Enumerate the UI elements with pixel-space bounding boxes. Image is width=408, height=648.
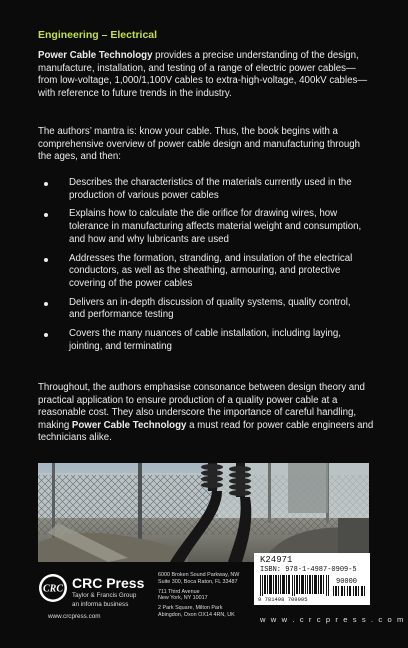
list-item [38,253,368,291]
bullet-icon [44,333,48,337]
product-code: K24971 [260,555,293,565]
logo-text: CRC [42,583,64,595]
bullet-icon [44,213,48,217]
mantra-paragraph: The authors’ mantra is: know your cable. Thus, the book begins with a comprehensive overview of power cable design and manufacturing through the ages, and then: [38,126,361,163]
closing-paragraph [38,382,374,445]
book-title-bold: Power Cable Technology [38,50,153,61]
list-item-text: Explains how to calculate the die orifice for drawing wires, how tolerance in manufacturing affects material weight and consumption, and how and why lubricants are used [69,208,362,245]
website-url: w w w . c r c p r e s s . c o m [260,615,405,624]
price-code: 90000 [336,578,358,586]
publisher-web: www.crcpress.com [48,613,101,620]
crc-press-logo [38,572,68,612]
publisher-addresses [158,572,239,619]
list-item-text: Addresses the formation, stranding, and insulation of the electrical conductors, as well as the sheathing, armouring, and protective covering of the power cables [69,252,353,289]
address-line: Suite 300, Boca Raton, FL 33487 [158,578,238,585]
feature-list [38,177,368,360]
publisher-name: CRC Press [72,575,145,591]
bullet-icon [44,302,48,306]
list-item [38,297,368,322]
address-line: Abingdon, Oxon OX14 4RN, UK [158,611,235,618]
photo-illustration [38,463,369,562]
bullet-icon [44,182,48,186]
isbn-number: ISBN: 978-1-4987-0909-5 [260,566,357,574]
closing-text-after: a must read for power cable engineers and technicians alike. [38,419,374,444]
list-item [38,208,368,246]
cable-installation-photo [38,463,369,562]
barcode-digits: 9 781498 709095 [258,596,308,603]
intro-text: provides a precise understanding of the design, manufacture, installation, and testing of a range of electric power cables—from low-voltage, 1,000/1,100V cables to extra-high-voltage, 400kV cables—with reference to future trends in the industry. [38,50,368,99]
intro-paragraph [38,50,374,100]
addon-barcode-icon [333,586,366,596]
address-line: 2 Park Square, Milton Park [158,605,223,612]
isbn-barcode-box [254,553,370,605]
list-item [38,328,368,353]
address-line: 711 Third Avenue [158,588,200,595]
closing-text-before: Throughout, the authors emphasise consonance between design theory and practical application to ensure production of a quality power cable at a reasonable cost. They also underscore the importance of careful handling, making [38,382,365,431]
list-item-text: Covers the many nuances of cable installation, including laying, jointing, and terminating [69,328,341,352]
list-item-text: Delivers an in-depth discussion of quality systems, quality control, and performance testing [69,296,351,321]
book-title-bold: Power Cable Technology [71,419,187,431]
bullet-icon [44,258,48,262]
address-line: New York, NY 10017 [158,595,208,602]
barcode-icon [260,575,330,596]
category-label: Engineering – Electrical [38,29,158,41]
publisher-group: Taylor & Francis Group [72,592,137,599]
list-item-text: Describes the characteristics of the materials currently used in the production of various power cables [69,177,352,201]
publisher-business: an informa business [72,601,129,608]
address-line: 6000 Broken Sound Parkway, NW [158,572,240,578]
list-item [38,177,368,202]
